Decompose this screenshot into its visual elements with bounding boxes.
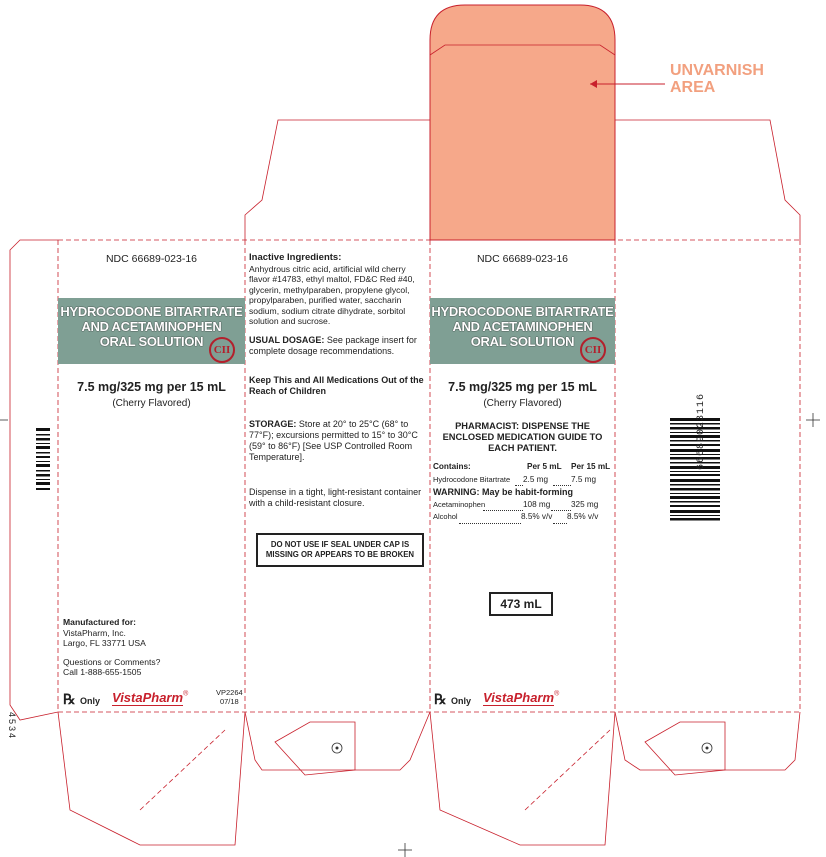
volume-box: 473 mL xyxy=(489,592,553,616)
barcode-digits: 66689023116 xyxy=(696,392,707,470)
tuck-tab xyxy=(645,722,725,775)
schedule-cii-icon: CII xyxy=(209,337,235,363)
rx-only-2: ℞ Only xyxy=(434,693,472,708)
table-row: Alcohol 8.5% v/v 8.5% v/v xyxy=(433,511,613,524)
unvarnish-label: UNVARNISH AREA xyxy=(670,62,764,96)
flavor-2: (Cherry Flavored) xyxy=(483,398,562,409)
dispense-info: Dispense in a tight, light-resistant container with a child-resistant closure. xyxy=(249,486,422,508)
table-row: Hydrocodone Bitartrate 2.5 mg 7.5 mg xyxy=(433,474,613,487)
ndc-number-2: NDC 66689-023-16 xyxy=(476,253,569,265)
habit-warning: WARNING: May be habit-forming xyxy=(433,487,573,497)
tuck-tab xyxy=(275,722,355,775)
pharmacode-number: 4534 xyxy=(7,712,17,741)
schedule-cii-icon-2: CII xyxy=(580,337,606,363)
version-code: VP2264 07/18 xyxy=(216,688,243,706)
strength-2: 7.5 mg/325 mg per 15 mL xyxy=(448,380,597,394)
rx-only: ℞ Only xyxy=(63,693,101,708)
seal-warning-box: DO NOT USE IF SEAL UNDER CAP IS MISSING OR APPEARS TO BE BROKEN xyxy=(256,533,424,567)
side-panel-text: Inactive Ingredients: Anhydrous citric acid, artificial wild cherry flavor #14783, ethyl maltol, FD&C Red #40, glycerin, methylparaben, propylene glycol, propylparaben, purified water, saccharin sodium, sodium citrate dihydrate, sorbitol solution and sucrose. USUAL DOSAGE: See package insert for complete dosage recommendations. Keep This and All Medications Out of the Reach of Children STORAGE: Store at 20° to 25°C (68° to 77°F); excursions permitted to 15° to 30°C (59° to 86°F) [See USP Controlled Room Temperature]. Dispense in a tight, light-resistant container with a child-resistant closure. xyxy=(249,253,427,509)
vistapharm-logo-2: VistaPharm® xyxy=(483,690,560,705)
keep-away-warning: Keep This and All Medications Out of the Reach of Children xyxy=(249,374,424,396)
upc-barcode xyxy=(670,418,720,521)
strength: 7.5 mg/325 mg per 15 mL xyxy=(77,380,226,394)
ndc-number: NDC 66689-023-16 xyxy=(105,253,198,265)
manufacturer-info: Manufactured for: VistaPharm, Inc. Largo, FL 33771 USA Questions or Comments? Call 1-888-655-1505 xyxy=(63,617,161,677)
contains-header: Contains: Per 5 mL Per 15 mL xyxy=(433,462,611,471)
product-name-band: HYDROCODONE BITARTRATE AND ACETAMINOPHEN ORAL SOLUTION xyxy=(58,298,245,364)
product-name-band-2: HYDROCODONE BITARTRATE AND ACETAMINOPHEN ORAL SOLUTION xyxy=(430,298,615,364)
contains-table xyxy=(433,461,613,524)
storage-info: STORAGE: Store at 20° to 25°C (68° to 77°F); excursions permitted to 15° to 30°C (59° to 86°F) [See USP Controlled Room Temperature]. xyxy=(249,418,418,462)
flavor: (Cherry Flavored) xyxy=(112,398,191,409)
left-barcode xyxy=(36,428,50,490)
table-row: Acetaminophen 108 mg 325 mg xyxy=(433,499,613,512)
pharmacist-note: PHARMACIST: DISPENSE THE ENCLOSED MEDICATION GUIDE TO EACH PATIENT. xyxy=(442,421,603,453)
vistapharm-logo: VistaPharm® xyxy=(112,690,189,705)
unvarnish-area xyxy=(430,5,615,240)
usual-dosage: USUAL DOSAGE: See package insert for complete dosage recommendations. xyxy=(249,334,417,356)
